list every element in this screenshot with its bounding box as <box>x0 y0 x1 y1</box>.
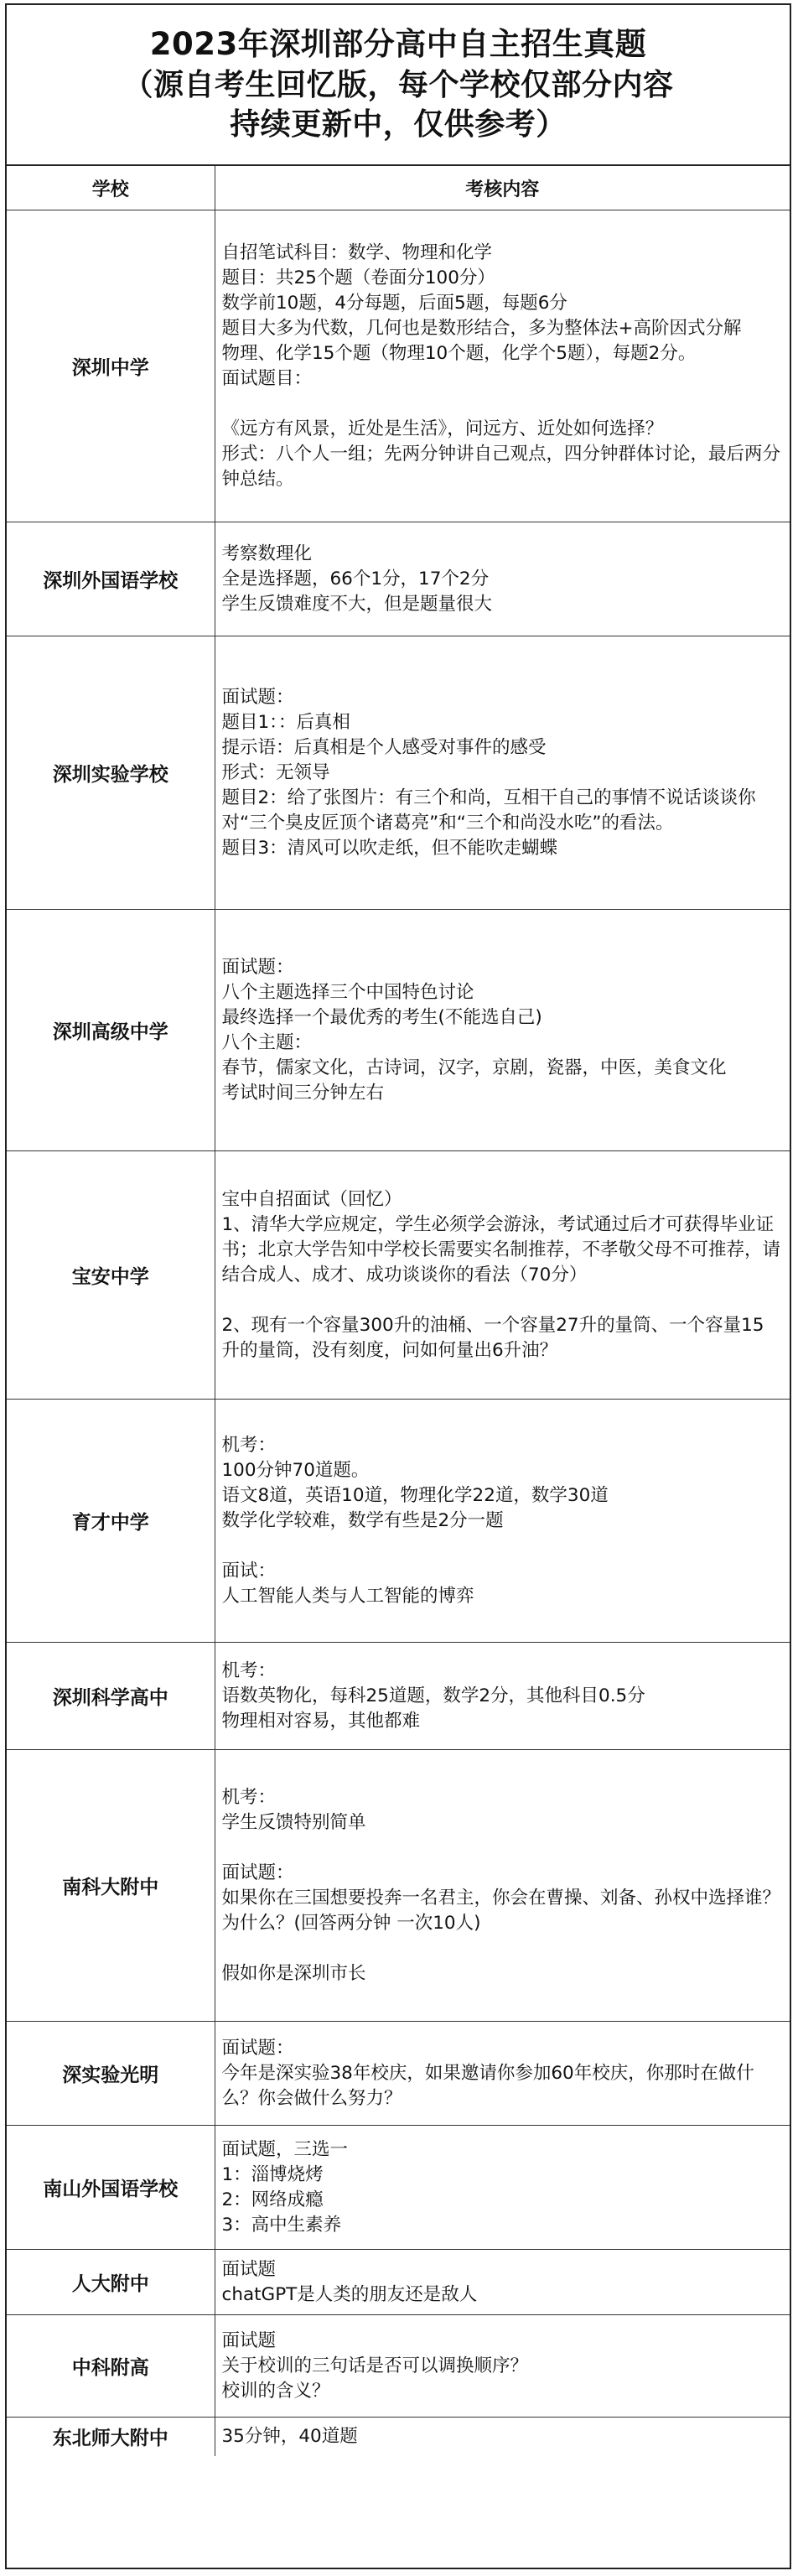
exam-content <box>215 1151 790 1400</box>
table-row <box>7 2315 790 2418</box>
exam-content <box>215 2126 790 2250</box>
school-name: 人大附中 <box>7 2250 215 2315</box>
content-line: chatGPT是人类的朋友还是敌人 <box>221 2283 478 2305</box>
school-name: 深实验光明 <box>7 2022 215 2126</box>
exam-content <box>215 1643 790 1750</box>
school-name: 南山外国语学校 <box>7 2126 215 2250</box>
content-line <box>222 1534 782 1559</box>
table-row <box>7 1643 790 1750</box>
content-line: 35分钟，40道题 <box>221 2425 358 2447</box>
title-line: （源自考生回忆版，每个学校仅部分内容 <box>122 67 674 102</box>
table-header-row <box>7 166 790 210</box>
table-row <box>7 636 790 910</box>
content-line: 物理、化学15个题（物理10个题，化学个5题），每题2分。 <box>221 342 697 364</box>
exam-content <box>215 636 790 910</box>
content-line: 校训的含义？ <box>221 2380 330 2402</box>
table-row <box>7 210 790 522</box>
content-line: 题目3：清风可以吹走纸，但不能吹走蝴蝶 <box>221 837 558 859</box>
content-line <box>222 392 782 417</box>
content-line: 题目：共25个题（卷面分100分） <box>221 267 495 288</box>
content-line: 面试： <box>221 1560 277 1581</box>
content-line: 3：高中生素养 <box>221 2214 342 2236</box>
school-name: 深圳高级中学 <box>7 910 215 1151</box>
content-line: 自招笔试科目：数学、物理和化学 <box>221 242 493 263</box>
content-line: 1、清华大学应规定，学生必须学会游泳，考试通过后才可获得毕业证书；北京大学告知中学校长需要实名制推荐，不孝敬父母不可推荐，请结合成人、成才、成功谈谈你的看法（70分） <box>221 1213 781 1285</box>
content-line: 形式：八个人一组；先两分钟讲自己观点，四分钟群体讨论，最后两分钟总结。 <box>221 443 781 490</box>
school-name: 东北师大附中 <box>7 2418 215 2456</box>
school-name: 深圳科学高中 <box>7 1643 215 1750</box>
table-row <box>7 2022 790 2126</box>
title-line: 2023年深圳部分高中自主招生真题 <box>149 26 647 63</box>
exam-content <box>215 1750 790 2022</box>
exam-content <box>215 2022 790 2126</box>
content-column-header: 考核内容 <box>215 166 790 210</box>
content-line: 面试题，三选一 <box>221 2138 349 2160</box>
exam-content <box>215 910 790 1151</box>
school-name: 宝安中学 <box>7 1151 215 1400</box>
content-line: 假如你是深圳市长 <box>221 1962 366 1984</box>
content-line: 面试题： <box>221 2037 294 2059</box>
content-line: 机考： <box>221 1786 277 1808</box>
content-line: 面试题目： <box>221 367 313 389</box>
table-row <box>7 2418 790 2456</box>
table-body <box>7 210 790 2456</box>
content-line: 春节，儒家文化，古诗词，汉字，京剧，瓷器，中医，美食文化 <box>221 1057 727 1078</box>
content-line: 学生反馈难度不大，但是题量很大 <box>221 593 493 615</box>
content-line: 形式：无领导 <box>221 761 330 783</box>
content-line: 面试题 <box>221 2329 277 2351</box>
content-line: 面试题： <box>221 1862 294 1883</box>
exam-content <box>215 210 790 522</box>
exam-content <box>215 2315 790 2418</box>
content-line: 机考： <box>221 1659 277 1681</box>
exam-content <box>215 1400 790 1643</box>
exam-content-table <box>7 166 790 2456</box>
school-name: 南科大附中 <box>7 1750 215 2022</box>
content-line: 数学前10题，4分每题，后面5题，每题6分 <box>221 292 567 314</box>
content-line: 面试题： <box>221 686 294 708</box>
table-row <box>7 1151 790 1400</box>
content-line <box>222 1836 782 1861</box>
content-line: 《远方有风景，近处是生活》，问远方、近处如何选择？ <box>221 418 664 439</box>
table-row <box>7 910 790 1151</box>
content-line: 八个主题： <box>221 1031 313 1053</box>
content-line: 语数英物化，每科25道题，数学2分，其他科目0.5分 <box>221 1685 645 1706</box>
school-column-header: 学校 <box>7 166 215 210</box>
school-name: 深圳实验学校 <box>7 636 215 910</box>
exam-content <box>215 522 790 636</box>
content-line: 八个主题选择三个中国特色讨论 <box>221 981 474 1003</box>
table-row <box>7 2126 790 2250</box>
table-row <box>7 1400 790 1643</box>
content-line: 题目大多为代数，几何也是数形结合，多为整体法+高阶因式分解 <box>221 317 742 339</box>
content-line: 考试时间三分钟左右 <box>221 1082 385 1104</box>
content-line: 今年是深实验38年校庆，如果邀请你参加60年校庆，你那时在做什么？你会做什么努力？ <box>221 2062 754 2109</box>
content-line: 物理相对容易，其他都难 <box>221 1710 421 1732</box>
school-name: 育才中学 <box>7 1400 215 1643</box>
content-line: 宝中自招面试（回忆） <box>221 1188 402 1210</box>
exam-content <box>215 2250 790 2315</box>
content-line: 考察数理化 <box>221 543 313 564</box>
content-line: 语文8道，英语10道，物理化学22道，数学30道 <box>221 1484 609 1506</box>
content-line: 题目1：：后真相 <box>221 711 350 733</box>
school-name: 中科附高 <box>7 2315 215 2418</box>
content-line: 学生反馈特别简单 <box>221 1811 366 1833</box>
school-name: 深圳中学 <box>7 210 215 522</box>
page-title <box>7 5 790 166</box>
exam-sheet <box>5 3 791 2569</box>
content-line <box>222 1288 782 1313</box>
content-line: 如果你在三国想要投奔一名君主，你会在曹操、刘备、孙权中选择谁？为什么？(回答两分钟 一次10人) <box>221 1887 781 1934</box>
content-line: 100分钟70道题。 <box>221 1459 370 1481</box>
table-row <box>7 2250 790 2315</box>
table-row <box>7 522 790 636</box>
content-line: 关于校训的三句话是否可以调换顺序？ <box>221 2355 529 2376</box>
exam-content <box>215 2418 790 2456</box>
content-line: 2：网络成瘾 <box>221 2189 324 2210</box>
content-line: 2、现有一个容量300升的油桶、一个容量27升的量筒、一个容量15升的量筒，没有刻度，问如何量出6升油？ <box>221 1314 764 1361</box>
title-line: 持续更新中，仅供参考） <box>230 107 567 143</box>
content-line: 面试题 <box>221 2258 277 2280</box>
content-line: 全是选择题，66个1分，17个2分 <box>221 568 490 589</box>
content-line: 人工智能人类与人工智能的博弈 <box>221 1585 474 1607</box>
content-line: 面试题： <box>221 956 294 978</box>
content-line: 1：淄博烧烤 <box>221 2163 324 2185</box>
table-row <box>7 1750 790 2022</box>
content-line: 题目2：给了张图片：有三个和尚，互相干自己的事情不说话谈谈你对“三个臭皮匠顶个诸葛亮”和“三个和尚没水吃”的看法。 <box>221 787 756 834</box>
content-line <box>222 1936 782 1961</box>
content-line: 最终选择一个最优秀的考生(不能选自己) <box>221 1006 542 1028</box>
content-line: 机考： <box>221 1434 277 1456</box>
content-line: 数学化学较难，数学有些是2分一题 <box>221 1509 504 1531</box>
content-line: 提示语：后真相是个人感受对事件的感受 <box>221 736 547 758</box>
school-name: 深圳外国语学校 <box>7 522 215 636</box>
